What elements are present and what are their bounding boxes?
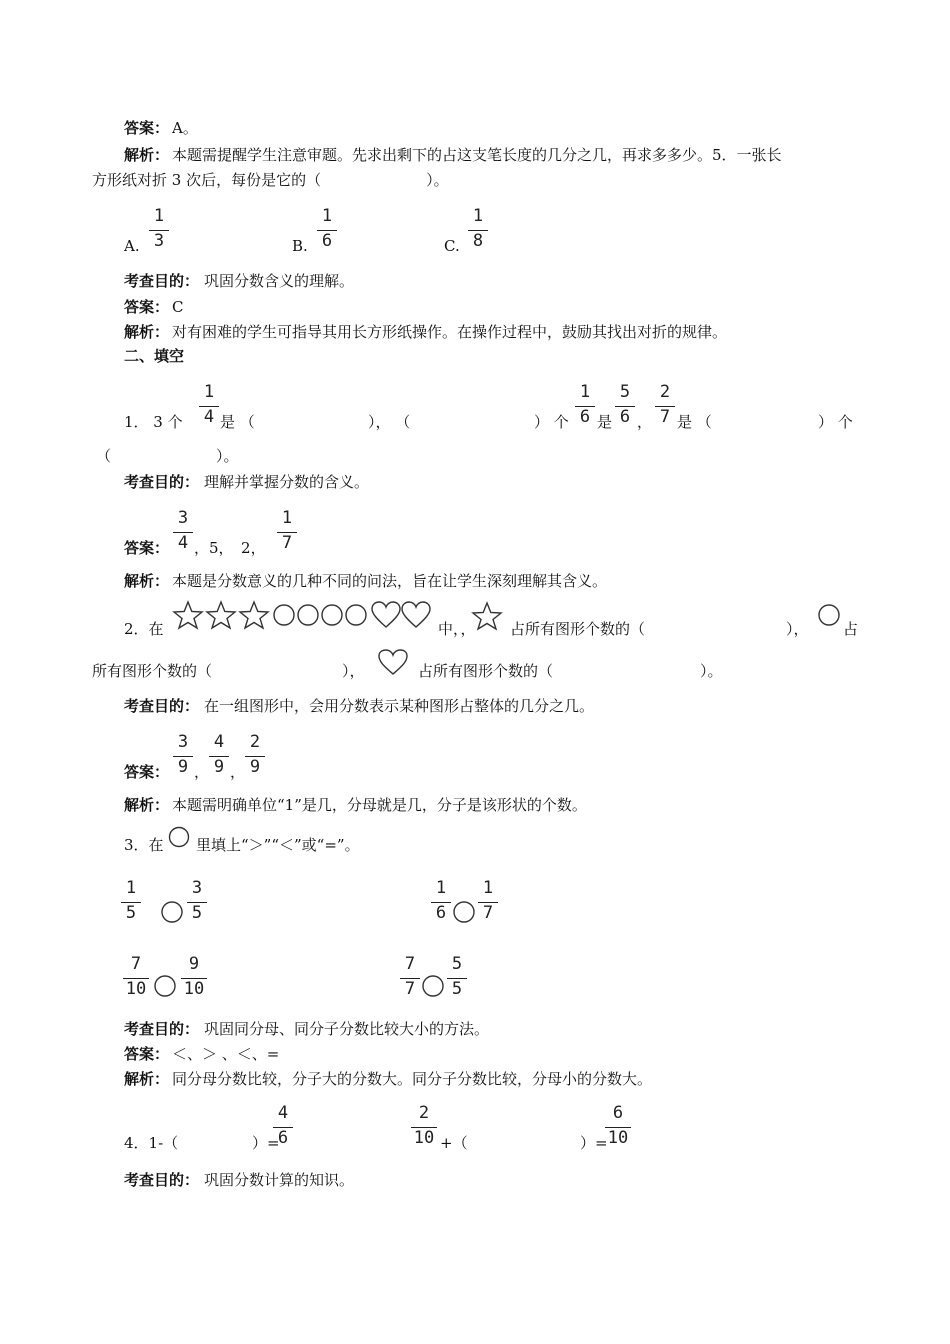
- heart-icon: [376, 648, 410, 676]
- option-c-fraction: [467, 208, 489, 253]
- denominator: 5: [125, 903, 137, 923]
- q1-text-6: ，: [637, 413, 653, 431]
- denominator: 3: [153, 231, 165, 251]
- answer-value: A。: [172, 119, 198, 137]
- q2-text-2: 中，，: [438, 620, 476, 638]
- denominator: 6: [619, 407, 631, 427]
- numerator: 5: [451, 954, 463, 974]
- q1-fraction-1: [198, 384, 220, 429]
- star-icon: [174, 602, 202, 628]
- q3-text-1: 3．在: [124, 836, 164, 854]
- numerator: 3: [191, 878, 203, 898]
- q2-answer-fraction-1: [172, 734, 194, 779]
- analysis-label-2: 解析：: [124, 323, 170, 341]
- circle-icon: [274, 605, 294, 625]
- numerator: 2: [249, 732, 261, 752]
- q2-analysis-text: 本题需明确单位“1”是几，分母就是几，分子是该形状的个数。: [172, 796, 587, 814]
- q2-line2-b: ），: [342, 662, 365, 680]
- numerator: 1: [579, 382, 591, 402]
- numerator: 2: [659, 382, 671, 402]
- compare-circle-icon: [421, 974, 445, 998]
- option-b-label: B.: [292, 237, 308, 255]
- q2-answer-label: 答案：: [124, 763, 170, 781]
- q1-analysis-text: 本题是分数意义的几种不同的问法，旨在让学生深刻理解其含义。: [172, 572, 608, 590]
- q1-text-8: ） 个: [818, 413, 853, 431]
- numerator: 3: [177, 508, 189, 528]
- denominator: 6: [435, 903, 447, 923]
- numerator: 7: [130, 954, 142, 974]
- q4-text-4: ）=: [580, 1134, 608, 1152]
- q1-text-5: 是: [597, 413, 613, 431]
- denominator: 10: [607, 1128, 629, 1148]
- q3-text-2: 里填上“＞”“＜”或“=”。: [196, 836, 360, 854]
- star-icon: [207, 602, 235, 628]
- q2-answer-fraction-3: [244, 734, 266, 779]
- q3-answer-label: 答案：: [124, 1045, 170, 1063]
- denominator: 9: [177, 757, 189, 777]
- star-icon: [240, 602, 268, 628]
- denominator: 9: [213, 757, 225, 777]
- answer-label-2: 答案：: [124, 298, 170, 316]
- numerator: 1: [321, 206, 333, 226]
- denominator: 7: [482, 903, 494, 923]
- q2-line2-d: ）。: [700, 662, 723, 680]
- shape-row-icon: [172, 600, 434, 630]
- numerator: 1: [281, 508, 293, 528]
- circle-icon: [298, 605, 318, 625]
- numerator: 3: [177, 732, 189, 752]
- q3-answer-value: ＜、＞ 、＜、=: [172, 1045, 280, 1063]
- q1-answer-fraction-1: [172, 510, 194, 555]
- compare-circle-icon: [153, 974, 177, 998]
- q1-fraction-3: [614, 384, 636, 429]
- q2-text-1: 2．在: [124, 620, 164, 638]
- q2-answer-fraction-2: [208, 734, 230, 779]
- denominator: 6: [579, 407, 591, 427]
- q3-purpose-text: 巩固同分母、同分子分数比较大小的方法。: [204, 1020, 490, 1038]
- q3-pair2-right: [477, 880, 499, 925]
- q1-fraction-2: [574, 384, 596, 429]
- circle-icon: [322, 605, 342, 625]
- denominator: 7: [281, 533, 293, 553]
- answer-label: 答案：: [124, 119, 170, 137]
- q2-line2-a: 所有图形个数的（: [92, 662, 213, 680]
- numerator: 1: [482, 878, 494, 898]
- denominator: 9: [249, 757, 261, 777]
- denominator: 6: [321, 231, 333, 251]
- q4-fraction-3: [604, 1105, 632, 1150]
- q2-analysis-label: 解析：: [124, 796, 170, 814]
- analysis-text-2: 方形纸对折 3 次后，每份是它的（ ）。: [92, 171, 449, 189]
- denominator: 6: [277, 1128, 289, 1148]
- option-a-fraction: [148, 208, 170, 253]
- q1-answer-mid: ，5， 2，: [194, 539, 266, 557]
- q1-text-1: 1． 3 个: [124, 413, 183, 431]
- heart-icon: [402, 602, 430, 627]
- analysis-text-3: 对有困难的学生可指导其用长方形纸操作。在操作过程中，鼓励其找出对折的规律。: [172, 323, 728, 341]
- numerator: 1: [203, 382, 215, 402]
- numerator: 1: [472, 206, 484, 226]
- denominator: 4: [203, 407, 215, 427]
- circle-icon: [346, 605, 366, 625]
- q4-text-1: 4．1-（: [124, 1134, 179, 1152]
- analysis-text: 本题需提醒学生注意审题。先求出剩下的占这支笔长度的几分之几，再求多多少。5．一张长: [172, 146, 782, 164]
- numerator: 5: [619, 382, 631, 402]
- denominator: 10: [125, 979, 147, 999]
- q1-answer-label: 答案：: [124, 539, 170, 557]
- q2-text-3: 占所有图形个数的（: [510, 620, 646, 638]
- numerator: 7: [404, 954, 416, 974]
- denominator: 10: [413, 1128, 435, 1148]
- q4-purpose-label: 考查目的：: [124, 1171, 200, 1189]
- numerator: 9: [188, 954, 200, 974]
- q3-pair4-right: [446, 956, 468, 1001]
- q4-fraction-1: [272, 1105, 294, 1150]
- numerator: 4: [213, 732, 225, 752]
- denominator: 5: [191, 903, 203, 923]
- q3-pair2-left: [430, 880, 452, 925]
- q1-answer-fraction-2: [276, 510, 298, 555]
- q2-answer-sep-2: ，: [230, 763, 246, 781]
- option-a-label: A.: [124, 237, 140, 255]
- q4-purpose-text: 巩固分数计算的知识。: [204, 1171, 355, 1189]
- q3-pair3-left: [122, 956, 150, 1001]
- q3-pair1-right: [186, 880, 208, 925]
- q3-purpose-label: 考查目的：: [124, 1020, 200, 1038]
- denominator: 8: [472, 231, 484, 251]
- answer-value-2: C: [172, 298, 184, 316]
- analysis-label: 解析：: [124, 146, 170, 164]
- q1-text-7: 是 （: [677, 413, 712, 431]
- q1-text-3: ）， （: [368, 413, 411, 431]
- q3-analysis-label: 解析：: [124, 1070, 170, 1088]
- q1-text-4: ） 个: [534, 413, 569, 431]
- q3-pair1-left: [120, 880, 142, 925]
- section-heading: 二、填空: [124, 347, 185, 365]
- q2-answer-sep-1: ，: [194, 763, 210, 781]
- q3-pair3-right: [180, 956, 208, 1001]
- q3-analysis-text: 同分母分数比较，分子大的分数大。同分子分数比较，分母小的分数大。: [172, 1070, 653, 1088]
- numerator: 6: [612, 1103, 624, 1123]
- option-b-fraction: [316, 208, 338, 253]
- circle-icon: [168, 826, 190, 848]
- q2-line2-c: 占所有图形个数的（: [418, 662, 554, 680]
- compare-circle-icon: [160, 900, 184, 924]
- circle-icon: [817, 603, 841, 627]
- q4-fraction-2: [410, 1105, 438, 1150]
- compare-circle-icon: [452, 900, 476, 924]
- q3-pair4-left: [399, 956, 421, 1001]
- numerator: 4: [277, 1103, 289, 1123]
- denominator: 4: [177, 533, 189, 553]
- option-c-label: C.: [444, 237, 460, 255]
- heart-icon: [372, 602, 400, 627]
- numerator: 1: [125, 878, 137, 898]
- q2-purpose-label: 考查目的：: [124, 697, 200, 715]
- purpose-label: 考查目的：: [124, 272, 200, 290]
- numerator: 1: [153, 206, 165, 226]
- q4-text-2: ）=: [252, 1134, 280, 1152]
- denominator: 7: [659, 407, 671, 427]
- numerator: 2: [418, 1103, 430, 1123]
- numerator: 1: [435, 878, 447, 898]
- q2-purpose-text: 在一组图形中，会用分数表示某种图形占整体的几分之几。: [204, 697, 595, 715]
- q4-text-3: +（: [440, 1134, 468, 1152]
- purpose-text: 巩固分数含义的理解。: [204, 272, 355, 290]
- denominator: 10: [183, 979, 205, 999]
- q1-analysis-label: 解析：: [124, 572, 170, 590]
- q2-text-4: ），: [786, 620, 809, 638]
- denominator: 5: [451, 979, 463, 999]
- denominator: 7: [404, 979, 416, 999]
- q1-text-2: 是 （: [220, 413, 255, 431]
- q2-text-5: 占: [843, 620, 859, 638]
- q1-fraction-4: [654, 384, 676, 429]
- star-icon: [472, 602, 502, 630]
- q1-line-2: （ ）。: [96, 447, 239, 465]
- q1-purpose-label: 考查目的：: [124, 473, 200, 491]
- q1-purpose-text: 理解并掌握分数的含义。: [204, 473, 370, 491]
